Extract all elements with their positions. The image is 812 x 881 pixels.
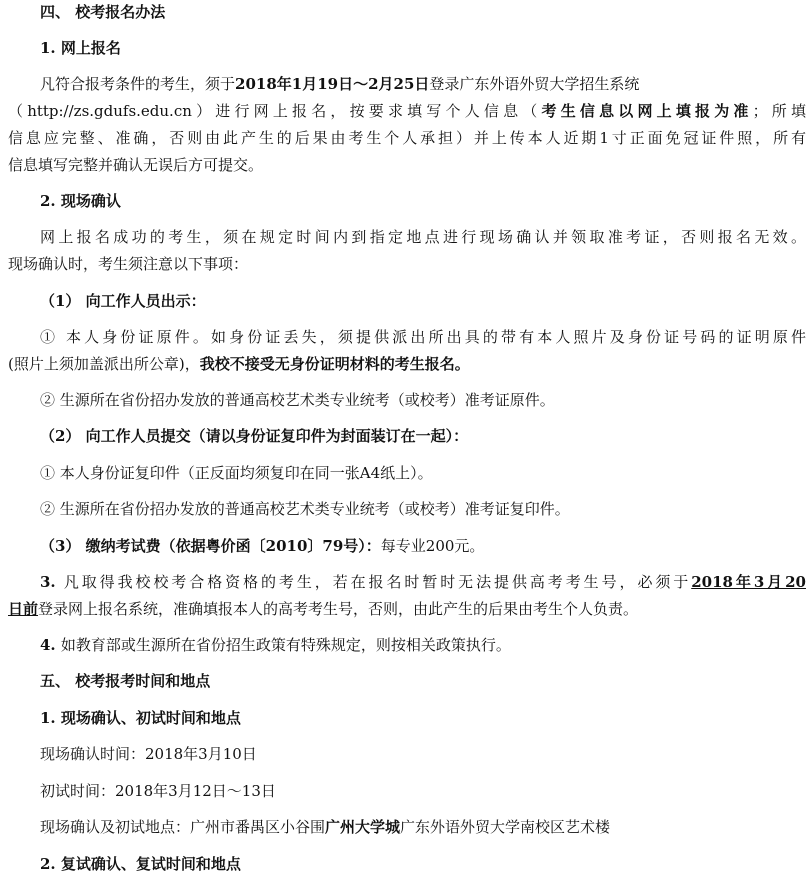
exam-number-deadline: 2018年3月20 <box>691 573 806 591</box>
online-registration-line-2: （http://zs.gdufs.edu.cn）进行网上报名，按要求填写个人信息（考生信息以网上填报为准；所填 <box>8 102 806 120</box>
subsection-onsite-confirmation-heading: 2. 现场确认 <box>40 192 121 210</box>
onsite-confirmation-line-1: 网上报名成功的考生，须在规定时间内到指定地点进行现场确认并领取准考证，否则报名无效。 <box>40 228 806 246</box>
first-round-exam-location: 现场确认及初试地点：广州市番禺区小谷围广州大学城广东外语外贸大学南校区艺术楼 <box>40 818 611 836</box>
show-to-staff-heading: （1） 向工作人员出示： <box>40 292 206 310</box>
first-round-exam-time: 初试时间：2018年3月12日～13日 <box>40 782 276 800</box>
show-item-1-line-2: (照片上须加盖派出所公章)，我校不接受无身份证明材料的考生报名。 <box>8 355 470 373</box>
special-policy-notice: 4. 如教育部或生源所在省份招生政策有特殊规定，则按相关政策执行。 <box>40 636 511 654</box>
university-town: 广州大学城 <box>325 818 401 836</box>
onsite-confirmation-line-2: 现场确认时，考生须注意以下事项： <box>8 255 249 273</box>
first-round-time-place-heading: 1. 现场确认、初试时间和地点 <box>40 709 241 727</box>
onsite-confirmation-time: 现场确认时间：2018年3月10日 <box>40 745 257 763</box>
online-registration-line-4: 信息填写完整并确认无误后方可提交。 <box>8 156 264 174</box>
show-item-1-line-1: ① 本人身份证原件。如身份证丢失，须提供派出所出具的带有本人照片及身份证号码的证明原件 <box>40 328 806 346</box>
exam-number-notice-line-1: 3. 凡取得我校校考合格资格的考生，若在报名时暂时无法提供高考考生号，必须于2018年3月20 <box>40 573 806 591</box>
exam-number-notice-line-2: 日前登录网上报名系统，准确填报本人的高考考生号，否则，由此产生的后果由考生个人负责。 <box>8 600 639 618</box>
info-basis-note: 考生信息以网上填报为准 <box>541 102 753 120</box>
show-item-2: ② 生源所在省份招办发放的普通高校艺术类专业统考（或校考）准考证原件。 <box>40 391 555 409</box>
subsection-online-registration-heading: 1. 网上报名 <box>40 39 121 57</box>
section-4-heading: 四、 校考报名办法 <box>40 3 166 21</box>
exam-fee-line <box>40 535 806 557</box>
section-5-heading: 五、 校考报考时间和地点 <box>40 672 211 690</box>
online-registration-line-3: 信息应完整、准确，否则由此产生的后果由考生个人承担）并上传本人近期1寸正面免冠证件照，所有 <box>8 129 806 147</box>
submit-to-staff-heading: （2） 向工作人员提交（请以身份证复印件为封面装订在一起）： <box>40 427 469 445</box>
submit-item-2: ② 生源所在省份招办发放的普通高校艺术类专业统考（或校考）准考证复印件。 <box>40 500 570 518</box>
exam-fee-heading: （3） 缴纳考试费（依据粤价函〔2010〕79号）： <box>40 537 381 555</box>
submit-item-1: ① 本人身份证复印件（正反面均须复印在同一张A4纸上）。 <box>40 464 433 482</box>
online-registration-line-1: 凡符合报考条件的考生，须于2018年1月19日～2月25日登录广东外语外贸大学招生系统 <box>40 75 640 93</box>
registration-period: 2018年1月19日～2月25日 <box>235 75 430 93</box>
no-id-no-registration-notice: 我校不接受无身份证明材料的考生报名。 <box>199 355 470 373</box>
exam-fee-amount: 每专业200元。 <box>380 537 485 555</box>
second-round-time-place-heading: 2. 复试确认、复试时间和地点 <box>40 855 241 873</box>
